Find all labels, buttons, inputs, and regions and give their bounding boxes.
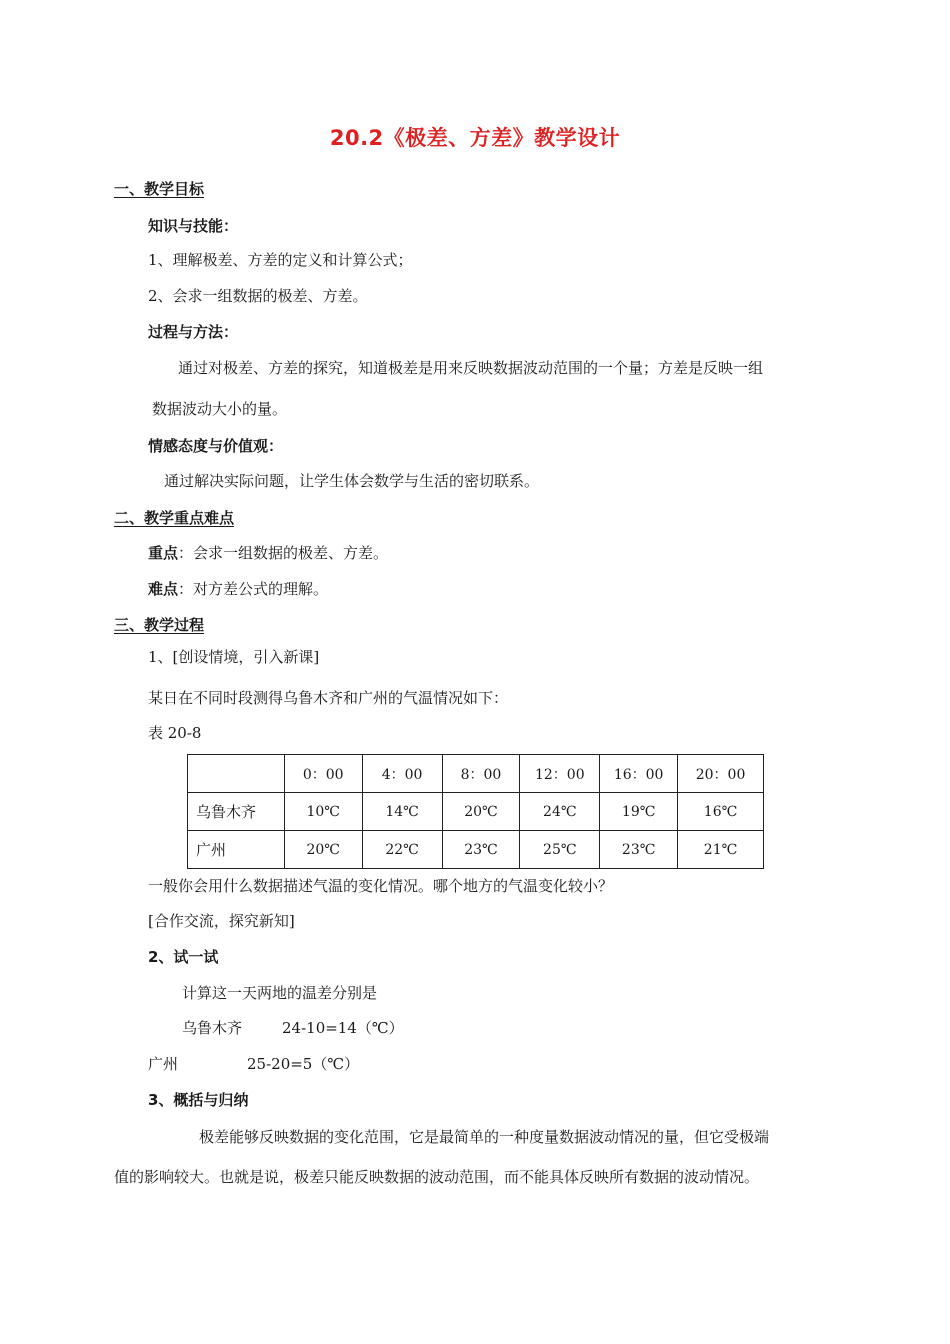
step2-text: 计算这一天两地的温差分别是	[182, 984, 378, 1002]
section-heading-process: 三、教学过程	[114, 616, 205, 634]
table-row-label: 乌鲁木齐	[188, 793, 285, 831]
difficult-point-line	[148, 578, 328, 599]
key-point-line	[148, 542, 388, 563]
table-header-cell: 16：00	[600, 755, 678, 793]
temperature-table	[187, 754, 764, 869]
table-cell: 20℃	[442, 793, 520, 831]
difficult-point-text: ：对方差公式的理解。	[178, 580, 329, 598]
table-cell: 14℃	[362, 793, 442, 831]
section-heading-objectives: 一、教学目标	[114, 180, 205, 198]
table-header-cell: 20：00	[678, 755, 764, 793]
summary-line2: 值的影响较大。也就是说，极差只能反映数据的波动范围，而不能具体反映所有数据的波动情况。	[114, 1168, 760, 1186]
table-header-row	[188, 755, 764, 793]
summary-line1: 极差能够反映数据的变化范围，它是最简单的一种度量数据波动情况的量，但它受极端	[199, 1128, 770, 1146]
table-header-cell: 8：00	[442, 755, 520, 793]
emotion-label: 情感态度与价值观：	[148, 437, 284, 455]
knowledge-item-2: 2、会求一组数据的极差、方差。	[148, 287, 368, 305]
process-text-line1: 通过对极差、方差的探究，知道极差是用来反映数据波动范围的一个量；方差是反映一组	[178, 359, 764, 377]
cooperate-text: [合作交流，探究新知]	[148, 912, 295, 930]
table-cell: 22℃	[362, 831, 442, 869]
step3-heading: 3、概括与归纳	[148, 1091, 249, 1109]
table-header-cell	[188, 755, 285, 793]
table-cell: 23℃	[600, 831, 678, 869]
difficult-point-label: 难点	[148, 580, 179, 598]
key-point-label: 重点	[148, 544, 179, 562]
process-label: 过程与方法：	[148, 323, 239, 341]
table-cell: 20℃	[284, 831, 362, 869]
document-title: 20.2《极差、方差》教学设计	[329, 126, 621, 150]
calc2-city: 广州	[148, 1055, 179, 1073]
table-row	[188, 793, 764, 831]
question-text: 一般你会用什么数据描述气温的变化情况。哪个地方的气温变化较小？	[148, 877, 614, 895]
table-cell: 23℃	[442, 831, 520, 869]
table-cell: 24℃	[520, 793, 600, 831]
section-heading-keypoints: 二、教学重点难点	[114, 509, 235, 527]
table-header-cell: 4：00	[362, 755, 442, 793]
table-cell: 16℃	[678, 793, 764, 831]
table-cell: 19℃	[600, 793, 678, 831]
table-header-cell: 12：00	[520, 755, 600, 793]
table-cell: 10℃	[284, 793, 362, 831]
table-row-label: 广州	[188, 831, 285, 869]
calc2-expression: 25-20=5（℃）	[247, 1055, 360, 1073]
calc1-city: 乌鲁木齐	[182, 1019, 243, 1037]
table-header-cell: 0：00	[284, 755, 362, 793]
step2-heading: 2、试一试	[148, 948, 219, 966]
calc1-expression: 24-10=14（℃）	[282, 1019, 404, 1037]
emotion-text: 通过解决实际问题，让学生体会数学与生活的密切联系。	[164, 472, 540, 490]
knowledge-item-1: 1、理解极差、方差的定义和计算公式；	[148, 251, 413, 269]
table-cell: 21℃	[678, 831, 764, 869]
intro-text: 某日在不同时段测得乌鲁木齐和广州的气温情况如下：	[148, 689, 509, 707]
table-caption: 表 20-8	[148, 724, 202, 742]
knowledge-label: 知识与技能：	[148, 217, 239, 235]
key-point-text: ：会求一组数据的极差、方差。	[178, 544, 389, 562]
table-row	[188, 831, 764, 869]
step1-heading: 1、[创设情境，引入新课]	[148, 648, 320, 666]
process-text-line2: 数据波动大小的量。	[152, 400, 288, 418]
table-cell: 25℃	[520, 831, 600, 869]
